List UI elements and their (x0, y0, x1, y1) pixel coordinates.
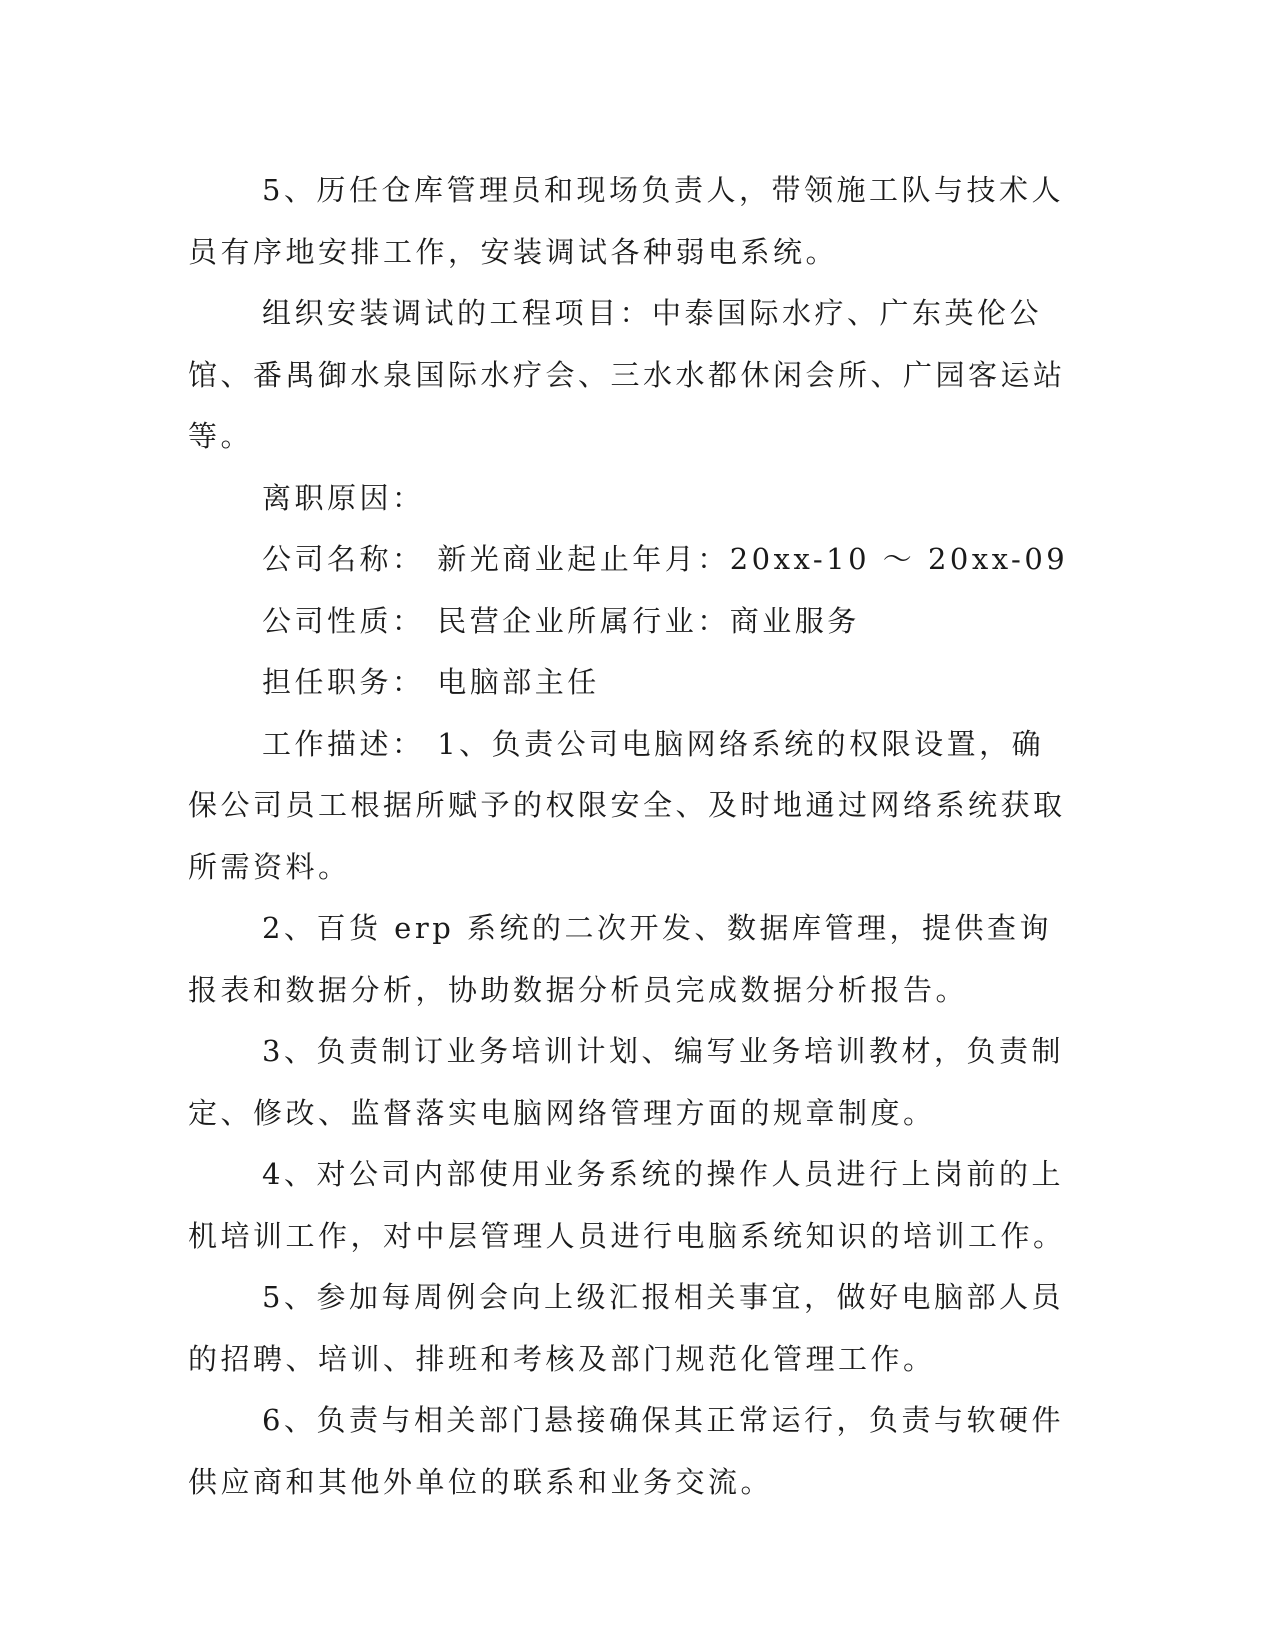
paragraph: 担任职务： 电脑部主任 (262, 665, 600, 699)
paragraph: 2、百货 erp 系统的二次开发、数据库管理，提供查询报表和数据分析，协助数据分析员完成数据分析报告。 (188, 911, 1052, 1007)
paragraph: 5、历任仓库管理员和现场负责人，带领施工队与技术人员有序地安排工作，安装调试各种弱电系统。 (188, 173, 1064, 269)
paragraph: 3、负责制订业务培训计划、编写业务培训教材，负责制定、修改、监督落实电脑网络管理方面的规章制度。 (188, 1034, 1064, 1130)
paragraph: 离职原因： (262, 480, 425, 515)
paragraph: 5、参加每周例会向上级汇报相关事宜，做好电脑部人员的招聘、培训、排班和考核及部门规范化管理工作。 (188, 1280, 1064, 1376)
document-body (188, 160, 1076, 1513)
paragraph: 公司性质： 民营企业所属行业：商业服务 (262, 603, 860, 638)
paragraph: 公司名称： 新光商业起止年月：20xx-10 ～ 20xx-09 (262, 542, 1069, 576)
paragraph: 组织安装调试的工程项目：中泰国际水疗、广东英伦公馆、番禺御水泉国际水疗会、三水水都休闲会所、广园客运站等。 (188, 296, 1066, 453)
paragraph: 工作描述： 1、负责公司电脑网络系统的权限设置，确保公司员工根据所赋予的权限安全、及时地通过网络系统获取所需资料。 (188, 726, 1066, 884)
paragraph: 6、负责与相关部门悬接确保其正常运行，负责与软硬件供应商和其他外单位的联系和业务交流。 (188, 1403, 1064, 1499)
paragraph: 4、对公司内部使用业务系统的操作人员进行上岗前的上机培训工作，对中层管理人员进行电脑系统知识的培训工作。 (188, 1157, 1066, 1253)
